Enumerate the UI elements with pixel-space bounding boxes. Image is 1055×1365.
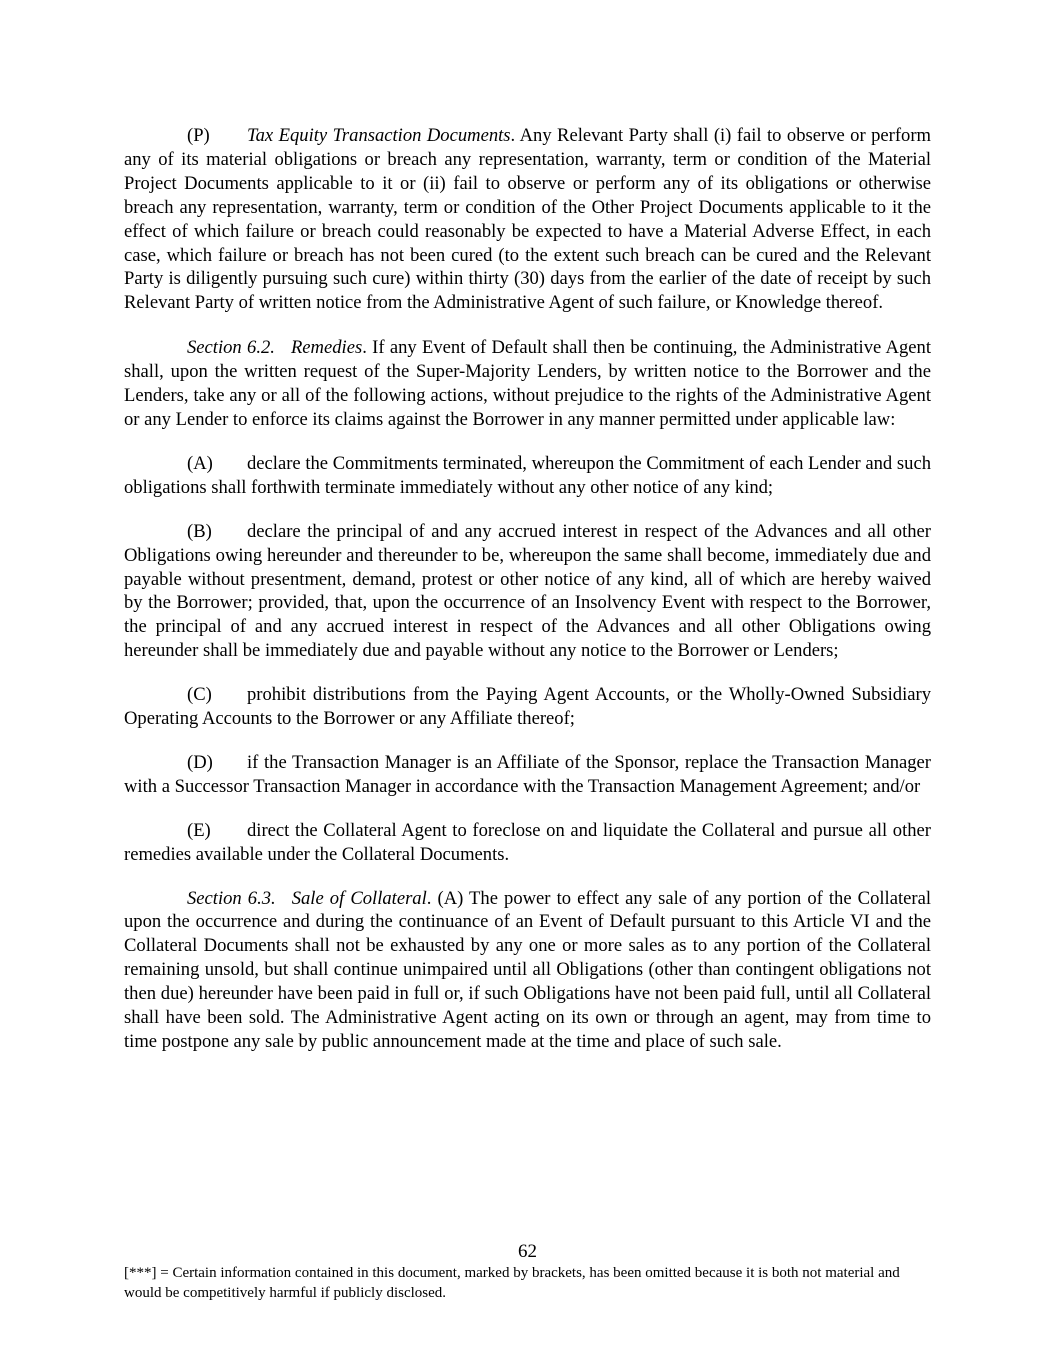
item-label: (A): [187, 452, 213, 474]
item-text: declare the principal of and any accrued interest in respect of the Advances and all other Obligations owing hereunder and thereunder to be, whereupon the same shall become, immediately due and payable without presentment, demand, protest or other notice of any kind, all of which are hereby waived by the Borrower; provided, that, upon the occurrence of an Insolvency Event with respect to the Borrower, the principal of and any accrued interest in respect of the Advances and all other Obligations owing hereunder shall be immediately due and payable without any notice to the Borrower or Lenders;: [124, 520, 931, 662]
section-title: Remedies: [290, 337, 363, 359]
remedy-item-d: [124, 751, 931, 799]
page-number: 62: [518, 1241, 537, 1262]
item-label: (B): [187, 520, 212, 542]
section-text: . If any Event of Default shall then be continuing, the Administrative Agent shall, upon the written request of the Super-Majority Lenders, by written notice to the Borrower and the Lenders, take any or all of the following actions, without prejudice to the rights of the Administrative Agent or any Lender to enforce its claims against the Borrower in any manner permitted under applicable law:: [124, 337, 931, 430]
item-label: (C): [187, 684, 212, 706]
item-label: (D): [187, 751, 213, 773]
section-title: Sale of Collateral: [291, 887, 427, 909]
section-number: Section 6.2.: [187, 337, 275, 359]
footnote: [***] = Certain information contained in this document, marked by brackets, has been omitted because it is both not material and would be competitively harmful if publicly disclosed.: [124, 1265, 900, 1301]
remedy-item-c: [124, 683, 931, 731]
remedy-item-a: [124, 452, 931, 500]
remedy-item-e: [124, 819, 931, 867]
section-text: . (A) The power to effect any sale of any portion of the Collateral upon the occurrence and during the continuance of an Event of Default pursuant to this Article VI and the Collateral Documents shall not be exhausted by any one or more sales as to any portion of the Collateral remaining unsold, but shall continue unimpaired until all Obligations (other than contingent obligations not then due) hereunder have been paid in full or, if such Obligations have not been paid full, until all Collateral shall have been sold. The Administrative Agent acting on its own or through an agent, may from time to time postpone any sale by public announcement made at the time and place of such sale.: [124, 887, 931, 1052]
paragraph-label: (P): [187, 125, 210, 146]
item-text: direct the Collateral Agent to foreclose on and liquidate the Collateral and pursue all other remedies available under the Collateral Documents.: [124, 819, 931, 865]
paragraph-text: . Any Relevant Party shall (i) fail to observe or perform any of its material obligations or breach any representation, warranty, term or condition of the Material Project Documents applicable to it or (ii) fail to observe or perform any of its obligations or otherwise breach any representation, warranty, term or condition of the Other Project Documents applicable to it the effect of which failure or breach could reasonably be expected to have a Material Adverse Effect, in each case, which failure or breach has not been cured (to the extent such breach can be cured and the Relevant Party is diligently pursuing such cure) within thirty (30) days from the earlier of the date of receipt by such Relevant Party of written notice from the Administrative Agent of such failure, or Knowledge thereof.: [124, 125, 931, 314]
remedy-item-b: [124, 520, 931, 663]
document-body: [124, 124, 931, 1074]
item-label: (E): [187, 819, 211, 841]
item-text: if the Transaction Manager is an Affiliate of the Sponsor, replace the Transaction Manager with a Successor Transaction Manager in accordance with the Transaction Management Agreement; and/or: [124, 751, 931, 797]
paragraph-title: Tax Equity Transaction Documents: [247, 125, 511, 146]
item-text: prohibit distributions from the Paying Agent Accounts, or the Wholly-Owned Subsidiary Operating Accounts to the Borrower or any Affiliate thereof;: [124, 684, 931, 730]
section-number: Section 6.3.: [187, 887, 276, 909]
item-text: declare the Commitments terminated, whereupon the Commitment of each Lender and such obligations shall forthwith terminate immediately without any other notice of any kind;: [124, 452, 931, 498]
section-6-2: [124, 336, 931, 432]
section-6-3: [124, 887, 931, 1054]
paragraph-p: [124, 124, 931, 315]
